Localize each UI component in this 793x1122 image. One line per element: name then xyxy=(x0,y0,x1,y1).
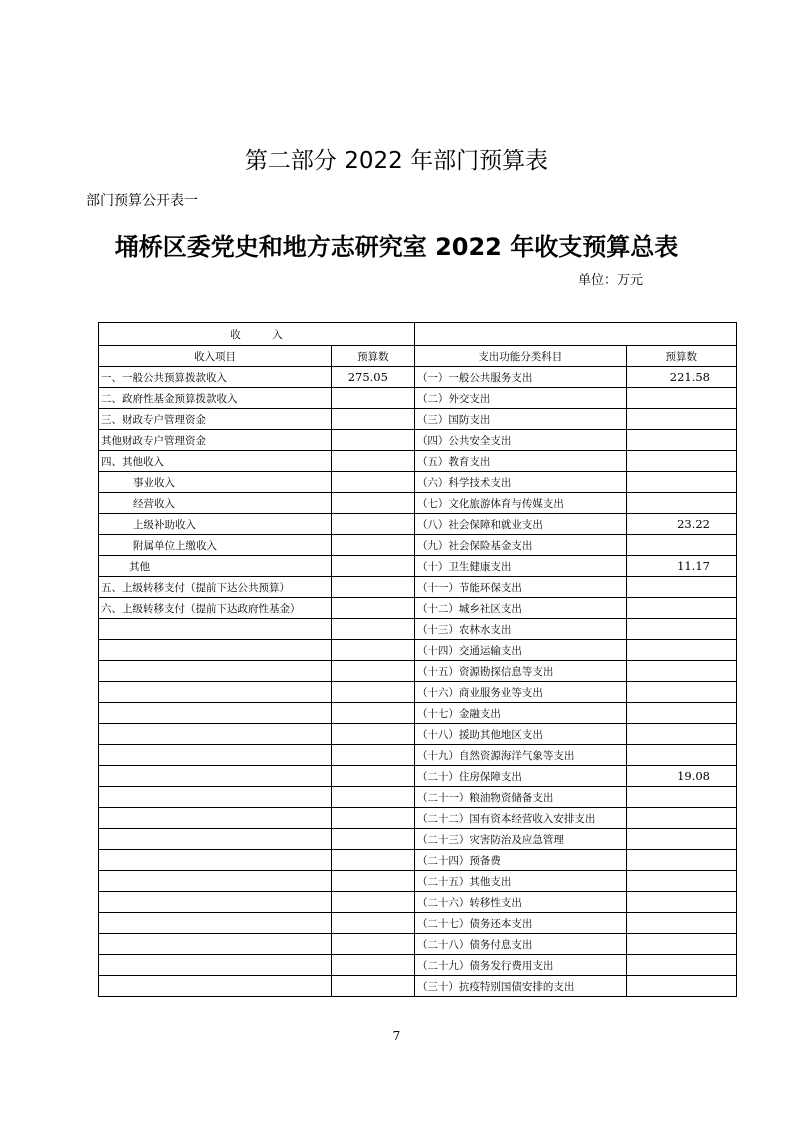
column-header-income-amount: 预算数 xyxy=(331,346,414,367)
expense-item-cell: （十三）农林水支出 xyxy=(414,619,626,640)
income-amount-cell xyxy=(331,472,414,493)
income-group-header: 收 入 xyxy=(99,323,415,346)
income-amount-cell xyxy=(331,451,414,472)
table-row xyxy=(99,745,737,766)
income-item-cell: 其他财政专户管理资金 xyxy=(99,430,332,451)
income-item-cell xyxy=(99,808,332,829)
income-amount-cell xyxy=(331,556,414,577)
income-item-cell: 事业收入 xyxy=(99,472,332,493)
expense-amount-cell xyxy=(626,640,736,661)
expense-item-cell: （三）国防支出 xyxy=(414,409,626,430)
income-amount-cell xyxy=(331,619,414,640)
expense-amount-cell xyxy=(626,451,736,472)
expense-item-cell: （十八）援助其他地区支出 xyxy=(414,724,626,745)
expense-item-cell: （十五）资源勘探信息等支出 xyxy=(414,661,626,682)
expense-amount-cell xyxy=(626,661,736,682)
expense-item-cell: （十）卫生健康支出 xyxy=(414,556,626,577)
income-amount-cell xyxy=(331,577,414,598)
expense-amount-cell xyxy=(626,871,736,892)
expense-amount-cell xyxy=(626,619,736,640)
expense-amount-cell xyxy=(626,892,736,913)
page-number: 7 xyxy=(392,1029,401,1043)
income-amount-cell xyxy=(331,829,414,850)
table-row xyxy=(99,388,737,409)
table-row xyxy=(99,493,737,514)
income-amount-cell xyxy=(331,913,414,934)
expense-item-cell: （十六）商业服务业等支出 xyxy=(414,682,626,703)
expense-amount-cell xyxy=(626,934,736,955)
expense-item-cell: （七）文化旅游体育与传媒支出 xyxy=(414,493,626,514)
income-amount-cell xyxy=(331,409,414,430)
table-row xyxy=(99,682,737,703)
expense-item-cell: （一）一般公共服务支出 xyxy=(414,367,626,388)
income-item-cell: 一、一般公共预算拨款收入 xyxy=(99,367,332,388)
income-item-cell xyxy=(99,640,332,661)
income-item-cell xyxy=(99,661,332,682)
expense-item-cell: （八）社会保障和就业支出 xyxy=(414,514,626,535)
table-row xyxy=(99,598,737,619)
table-row xyxy=(99,934,737,955)
income-item-cell xyxy=(99,766,332,787)
expense-item-cell: （三十）抗疫特别国债安排的支出 xyxy=(414,976,626,997)
income-amount-cell xyxy=(331,766,414,787)
expense-amount-cell: 11.17 xyxy=(626,556,736,577)
income-amount-cell xyxy=(331,430,414,451)
table-row xyxy=(99,871,737,892)
expense-amount-cell xyxy=(626,808,736,829)
column-header-income-item: 收入项目 xyxy=(99,346,332,367)
income-item-cell xyxy=(99,787,332,808)
table-row xyxy=(99,535,737,556)
expense-item-cell: （二十五）其他支出 xyxy=(414,871,626,892)
expense-item-cell: （九）社会保险基金支出 xyxy=(414,535,626,556)
expense-item-cell: （十七）金融支出 xyxy=(414,703,626,724)
income-amount-cell xyxy=(331,703,414,724)
income-amount-cell xyxy=(331,598,414,619)
income-amount-cell xyxy=(331,871,414,892)
income-amount-cell xyxy=(331,934,414,955)
expense-item-cell: （二十九）债务发行费用支出 xyxy=(414,955,626,976)
table-row xyxy=(99,451,737,472)
income-item-cell xyxy=(99,976,332,997)
expense-amount-cell xyxy=(626,745,736,766)
expense-item-cell: （二十八）债务付息支出 xyxy=(414,934,626,955)
expense-amount-cell xyxy=(626,850,736,871)
expense-amount-cell xyxy=(626,787,736,808)
table-row xyxy=(99,556,737,577)
expense-amount-cell xyxy=(626,682,736,703)
expense-item-cell: （二）外交支出 xyxy=(414,388,626,409)
income-item-cell: 二、政府性基金预算拨款收入 xyxy=(99,388,332,409)
table-row xyxy=(99,619,737,640)
column-header-expense-amount: 预算数 xyxy=(626,346,736,367)
expense-item-cell: （五）教育支出 xyxy=(414,451,626,472)
table-row xyxy=(99,913,737,934)
income-item-cell: 上级补助收入 xyxy=(99,514,332,535)
income-amount-cell xyxy=(331,535,414,556)
table-body xyxy=(99,367,737,997)
expense-item-cell: （二十四）预备费 xyxy=(414,850,626,871)
table-row xyxy=(99,367,737,388)
expense-amount-cell xyxy=(626,535,736,556)
expense-amount-cell xyxy=(626,955,736,976)
income-amount-cell xyxy=(331,787,414,808)
expense-amount-cell xyxy=(626,829,736,850)
expense-amount-cell xyxy=(626,724,736,745)
income-item-cell xyxy=(99,871,332,892)
table-row xyxy=(99,577,737,598)
page-title: 埇桥区委党史和地方志研究室 2022 年收支预算总表 xyxy=(114,233,679,261)
expense-amount-cell xyxy=(626,472,736,493)
table-row xyxy=(99,766,737,787)
income-amount-cell xyxy=(331,661,414,682)
table-row xyxy=(99,808,737,829)
expense-amount-cell xyxy=(626,430,736,451)
income-amount-cell xyxy=(331,682,414,703)
part-title: 第二部分 2022 年部门预算表 xyxy=(244,148,549,174)
budget-table xyxy=(98,322,737,997)
expense-amount-cell xyxy=(626,388,736,409)
table-row xyxy=(99,703,737,724)
table-row xyxy=(99,514,737,535)
income-item-cell xyxy=(99,703,332,724)
income-amount-cell xyxy=(331,955,414,976)
expense-item-cell: （二十七）债务还本支出 xyxy=(414,913,626,934)
expense-amount-cell xyxy=(626,577,736,598)
income-item-cell: 六、上级转移支付（提前下达政府性基金） xyxy=(99,598,332,619)
income-item-cell xyxy=(99,892,332,913)
expense-amount-cell: 19.08 xyxy=(626,766,736,787)
table-row xyxy=(99,430,737,451)
expense-item-cell: （十一）节能环保支出 xyxy=(414,577,626,598)
expense-amount-cell xyxy=(626,409,736,430)
income-amount-cell xyxy=(331,850,414,871)
expense-item-cell: （二十六）转移性支出 xyxy=(414,892,626,913)
expense-item-cell: （十九）自然资源海洋气象等支出 xyxy=(414,745,626,766)
table-column-header-row xyxy=(99,346,737,367)
expense-group-header xyxy=(414,323,736,346)
income-item-cell xyxy=(99,745,332,766)
table-subtitle: 部门预算公开表一 xyxy=(86,193,198,209)
income-amount-cell xyxy=(331,514,414,535)
table-row xyxy=(99,472,737,493)
column-header-expense-item: 支出功能分类科目 xyxy=(414,346,626,367)
table-row xyxy=(99,661,737,682)
expense-item-cell: （二十二）国有资本经营收入安排支出 xyxy=(414,808,626,829)
expense-amount-cell: 23.22 xyxy=(626,514,736,535)
income-item-cell: 三、财政专户管理资金 xyxy=(99,409,332,430)
income-item-cell xyxy=(99,955,332,976)
income-amount-cell xyxy=(331,808,414,829)
table-row xyxy=(99,892,737,913)
table-row xyxy=(99,955,737,976)
income-item-cell xyxy=(99,619,332,640)
table-group-header-row xyxy=(99,323,737,346)
income-amount-cell: 275.05 xyxy=(331,367,414,388)
expense-amount-cell: 221.58 xyxy=(626,367,736,388)
table-row xyxy=(99,409,737,430)
income-amount-cell xyxy=(331,724,414,745)
income-item-cell xyxy=(99,682,332,703)
table-row xyxy=(99,850,737,871)
unit-label: 单位：万元 xyxy=(578,273,644,288)
expense-item-cell: （二十一）粮油物资储备支出 xyxy=(414,787,626,808)
expense-item-cell: （四）公共安全支出 xyxy=(414,430,626,451)
income-amount-cell xyxy=(331,388,414,409)
income-item-cell: 附属单位上缴收入 xyxy=(99,535,332,556)
income-item-cell: 其他 xyxy=(99,556,332,577)
table-row xyxy=(99,976,737,997)
table-row xyxy=(99,640,737,661)
expense-item-cell: （六）科学技术支出 xyxy=(414,472,626,493)
income-item-cell xyxy=(99,913,332,934)
expense-item-cell: （二十）住房保障支出 xyxy=(414,766,626,787)
expense-item-cell: （十四）交通运输支出 xyxy=(414,640,626,661)
table-row xyxy=(99,787,737,808)
income-amount-cell xyxy=(331,745,414,766)
expense-item-cell: （十二）城乡社区支出 xyxy=(414,598,626,619)
income-amount-cell xyxy=(331,640,414,661)
income-item-cell xyxy=(99,724,332,745)
table-row xyxy=(99,724,737,745)
expense-amount-cell xyxy=(626,976,736,997)
income-amount-cell xyxy=(331,493,414,514)
income-item-cell xyxy=(99,934,332,955)
expense-amount-cell xyxy=(626,913,736,934)
expense-amount-cell xyxy=(626,493,736,514)
expense-item-cell: （二十三）灾害防治及应急管理 xyxy=(414,829,626,850)
income-amount-cell xyxy=(331,892,414,913)
income-item-cell: 五、上级转移支付（提前下达公共预算） xyxy=(99,577,332,598)
income-amount-cell xyxy=(331,976,414,997)
income-item-cell: 四、其他收入 xyxy=(99,451,332,472)
expense-amount-cell xyxy=(626,703,736,724)
income-item-cell: 经营收入 xyxy=(99,493,332,514)
income-item-cell xyxy=(99,829,332,850)
table-row xyxy=(99,829,737,850)
expense-amount-cell xyxy=(626,598,736,619)
income-item-cell xyxy=(99,850,332,871)
